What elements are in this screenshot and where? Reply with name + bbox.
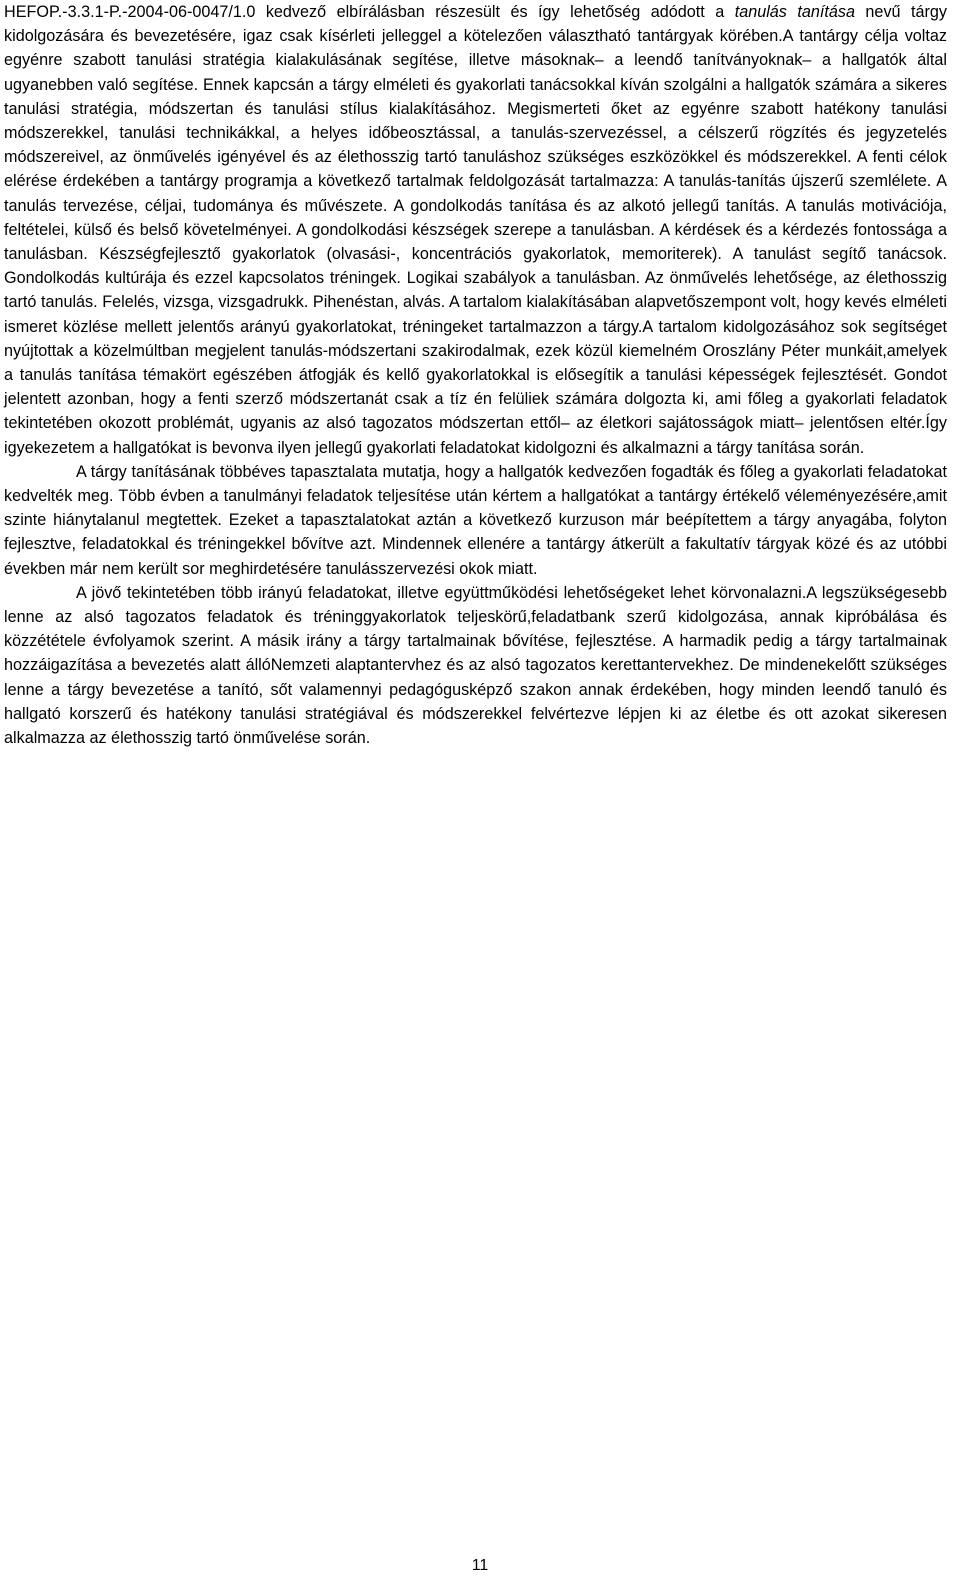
paragraph-future <box>4 581 947 750</box>
document-body <box>4 0 947 750</box>
course-title-italic: tanulás tanítása <box>734 3 855 21</box>
paragraph-experience <box>4 460 947 581</box>
text-segment: A tárgy tanításának többéves tapasztalata mutatja, hogy a hallgatók kedvezően fogadták és főleg a gyakorlati feladatokat kedvelték meg. Több évben a tanulmányi feladatok teljesítése után kértem a hallgatókat a tantárgy értékelő véleményezésére,amit szinte hiánytalanul megtettek. Ezeket a tapasztalatokat aztán a következő kurzuson már beépítettem a tárgy anyagába, folyton fejlesztve, feladatokkal és tréningekkel bővítve azt. Mindennek ellenére a tantárgy átkerült a fakultatív tárgyak közé és az utóbbi években már nem került sor meghirdetésére tanulásszervezési okok miatt. <box>4 462 947 578</box>
text-segment: A jövő tekintetében több irányú feladatokat, illetve együttműködési lehetőségeket lehet körvonalazni.A legszükségesebb lenne az alsó tagozatos feladatok és tréninggyakorlatok teljeskörű,feladatbank szerű kidolgozása, annak kipróbálása és közzététele évfolyamok szerint. A másik irány a tárgy tartalmainak bővítése, fejlesztése. A harmadik pedig a tárgy tartalmainak hozzáigazítása a bevezetés alatt állóNemzeti alaptantervhez és az alsó tagozatos kerettantervekhez. De mindenekelőtt szükséges lenne a tárgy bevezetése a tanító, sőt valamennyi pedagógusképző szakon annak érdekében, hogy minden leendő tanuló és hallgató korszerű és hatékony tanulási stratégiával és módszerekkel felvértezve lépjen ki az életbe és ott azokat sikeresen alkalmazza az élethosszig tartó önművelése során. <box>4 583 947 748</box>
page-number: 11 <box>471 1557 489 1574</box>
text-segment: HEFOP.-3.3.1-P.-2004-06-0047/1.0 kedvező elbírálásban részesült és így lehetőség adódott a <box>4 3 735 21</box>
text-segment: nevű tárgy kidolgozására és bevezetésére, igaz csak kísérleti jelleggel a kötelezően választható tantárgyak körében.A tantárgy célja voltaz egyénre szabott tanulási stratégia kialakulásának segítése, illetve másoknak– a leendő tanítványoknak– a hallgatók által ugyanebben való segítése. Ennek kapcsán a tárgy elméleti és gyakorlati tanácsokkal kíván szolgálni a hallgatók számára a sikeres tanulási stratégia, módszertan és tanulási stílus kialakításához. Megismerteti őket az egyénre szabott hatékony tanulási módszerekkel, tanulási technikákkal, a helyes időbeosztással, a tanulás-szervezéssel, a célszerű rögzítés és jegyzetelés módszereivel, az önművelés igényével és az élethosszig tartó tanuláshoz szükséges eszközökkel és módszerekkel. A fenti célok elérése érdekében a tantárgy programja a következő tartalmak feldolgozását tartalmazza: A tanulás-tanítás újszerű szemlélete. A tanulás tervezése, céljai, tudománya és művészete. A gondolkodás tanítása és az alkotó jellegű tanítás. A tanulás motivációja, feltételei, külső és belső követelményei. A gondolkodási készségek szerepe a tanulásban. A kérdések és a kérdezés fontossága a tanulásban. Készségfejlesztő gyakorlatok (olvasási-, koncentrációs gyakorlatok, memoriterek). A tanulást segítő tanácsok. Gondolkodás kultúrája és ezzel kapcsolatos tréningek. Logikai szabályok a tanulásban. Az önművelés lehetősége, az élethosszig tartó tanulás. Felelés, vizsga, vizsgadrukk. Pihenéstan, alvás. A tartalom kialakításában alapvetőszempont volt, hogy kevés elméleti ismeret közlése mellett jelentős arányú gyakorlatokat, tréningeket tartalmazzon a tárgy.A tartalom kidolgozásához sok segítséget nyújtottak a közelmúltban megjelent tanulás-módszertani szakirodalmak, ezek közül kiemelném Oroszlány Péter munkáit,amelyek a tanulás tanítása témakört egészében átfogják és kellő gyakorlatokkal is elősegítik a tanulási képességek fejlesztését. Gondot jelentett azonban, hogy a fenti szerző módszertanát csak a tíz én felüliek számára dolgozta ki, ami főleg a gyakorlati feladatok tekintetében okozott problémát, ugyanis az alsó tagozatos módszertan ettől– az életkori sajátosságok miatt– jelentősen eltér.Így igyekezetem a hallgatókat is bevonva ilyen jellegű gyakorlati feladatokat kidolgozni és alkalmazni a tárgy tanítása során. <box>4 3 947 457</box>
paragraph-intro <box>4 0 947 460</box>
